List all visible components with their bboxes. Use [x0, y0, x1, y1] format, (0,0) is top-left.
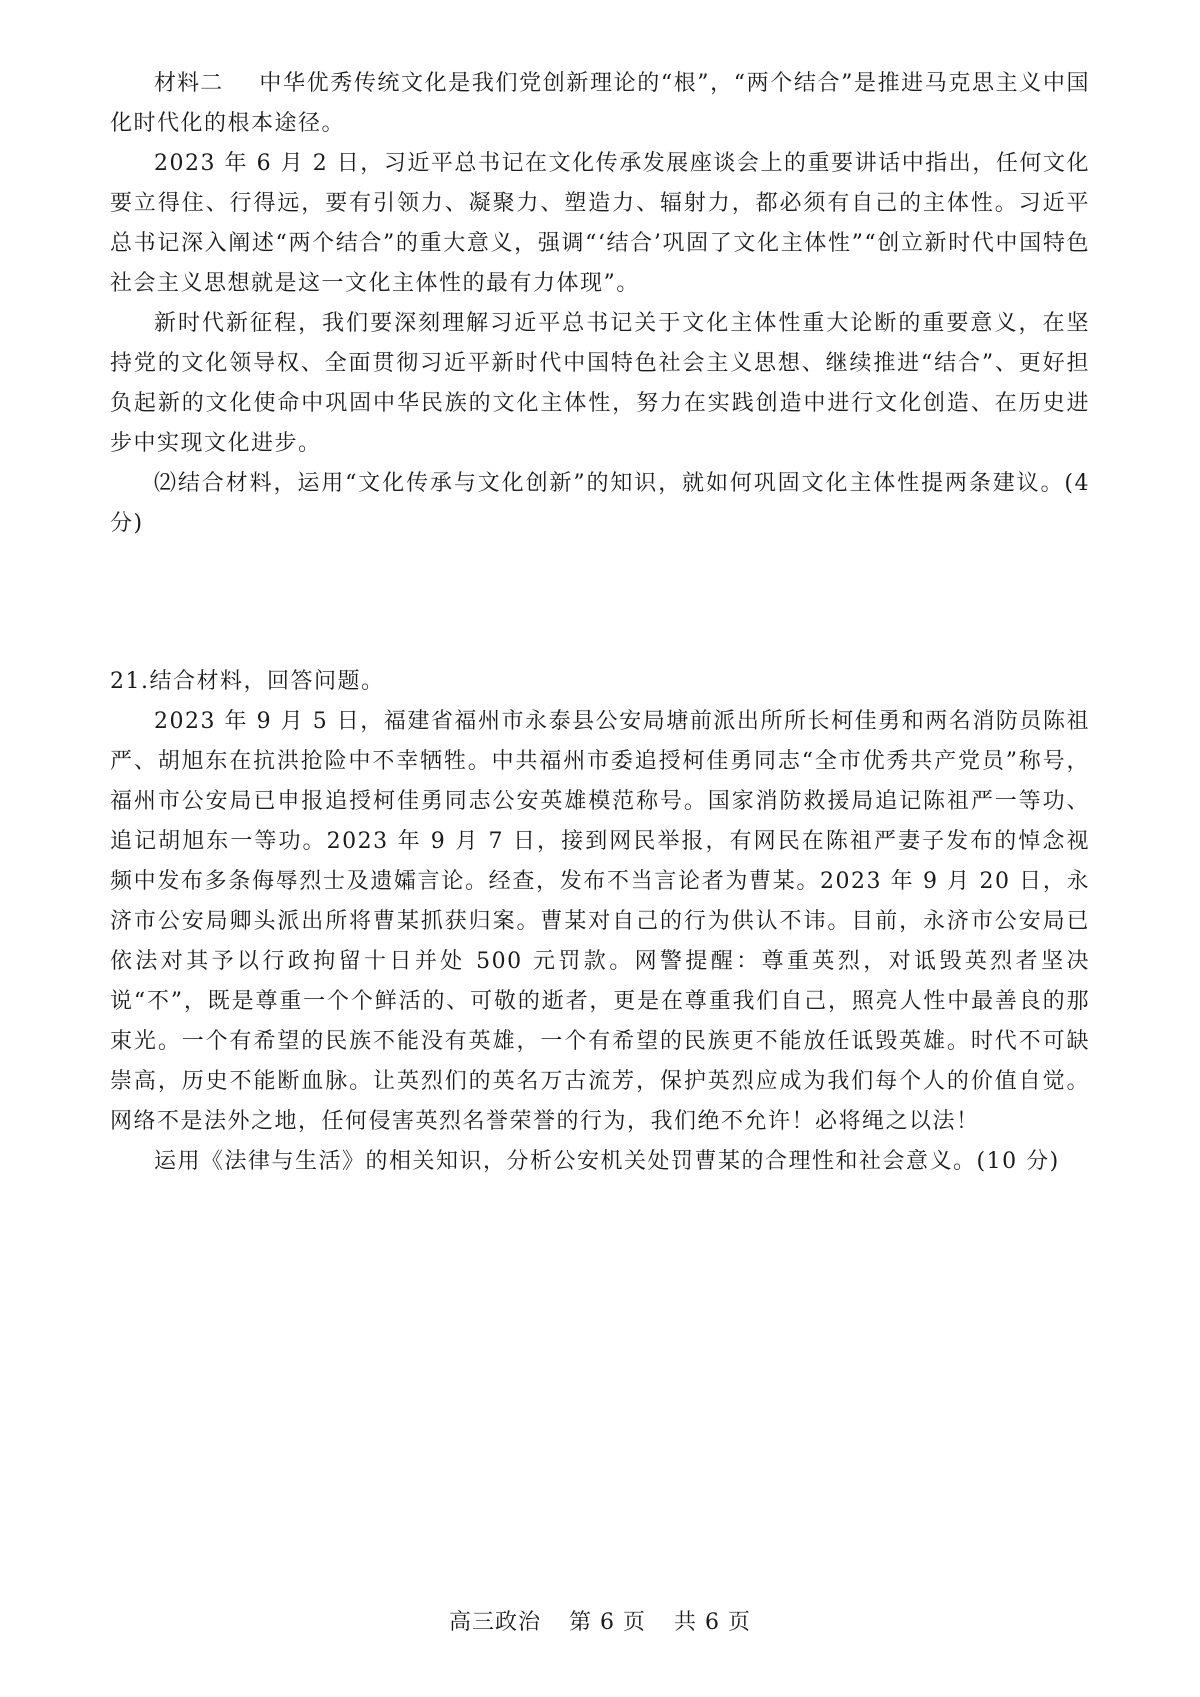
footer-page-number: 第 6 页 — [569, 1610, 646, 1635]
question-21-section — [110, 662, 1090, 1182]
page-footer — [0, 1605, 1200, 1636]
material-intro-text: 中华优秀传统文化是我们党创新理论的“根”，“两个结合”是推进马克思主义中国化时代化的根本途径。 — [110, 71, 1090, 136]
material-two-section — [110, 64, 1090, 544]
question-21-title: 21.结合材料，回答问题。 — [110, 669, 385, 694]
material-paragraph-1: 2023 年 6 月 2 日，习近平总书记在文化传承发展座谈会上的重要讲话中指出，任何文化要立得住、行得远，要有引领力、凝聚力、塑造力、辐射力，都必须有自己的主体性。习近平总书记深入阐述“两个结合”的重大意义，强调“‘结合’巩固了文化主体性”“创立新时代中国特色社会主义思想就是这一文化主体性的最有力体现”。 — [110, 151, 1090, 296]
material-label: 材料二 — [154, 71, 224, 96]
question-2: ⑵结合材料，运用“文化传承与文化创新”的知识，就如何巩固文化主体性提两条建议。(4分) — [110, 471, 1090, 536]
footer-total-pages: 共 6 页 — [674, 1610, 751, 1635]
footer-subject: 高三政治 — [449, 1610, 542, 1635]
question-21-prompt: 运用《法律与生活》的相关知识，分析公安机关处罚曹某的合理性和社会意义。(10 分) — [154, 1149, 1060, 1174]
question-21-material: 2023 年 9 月 5 日，福建省福州市永泰县公安局塘前派出所所长柯佳勇和两名消防员陈祖严、胡旭东在抗洪抢险中不幸牺牲。中共福州市委追授柯佳勇同志“全市优秀共产党员”称号，福州市公安局已申报追授柯佳勇同志公安英雄模范称号。国家消防救援局追记陈祖严一等功、追记胡旭东一等功。2023 年 9 月 7 日，接到网民举报，有网民在陈祖严妻子发布的悼念视频中发布多条侮辱烈士及遗孀言论。经查，发布不当言论者为曹某。2023 年 9 月 20 日，永济市公安局卿头派出所将曹某抓获归案。曹某对自己的行为供认不讳。目前，永济市公安局已依法对其予以行政拘留十日并处 500 元罚款。网警提醒：尊重英烈，对诋毁英烈者坚决说“不”，既是尊重一个个鲜活的、可敬的逝者，更是在尊重我们自己，照亮人性中最善良的那束光。一个有希望的民族不能没有英雄，一个有希望的民族更不能放任诋毁英雄。时代不可缺崇高，历史不能断血脉。让英烈们的英名万古流芳，保护英烈应成为我们每个人的价值自觉。网络不是法外之地，任何侵害英烈名誉荣誉的行为，我们绝不允许！必将绳之以法！ — [110, 709, 1090, 1134]
material-paragraph-2: 新时代新征程，我们要深刻理解习近平总书记关于文化主体性重大论断的重要意义，在坚持党的文化领导权、全面贯彻习近平新时代中国特色社会主义思想、继续推进“结合”、更好担负起新的文化使命中巩固中华民族的文化主体性，努力在实践创造中进行文化创造、在历史进步中实现文化进步。 — [110, 311, 1090, 456]
material-two-intro — [110, 64, 1090, 144]
